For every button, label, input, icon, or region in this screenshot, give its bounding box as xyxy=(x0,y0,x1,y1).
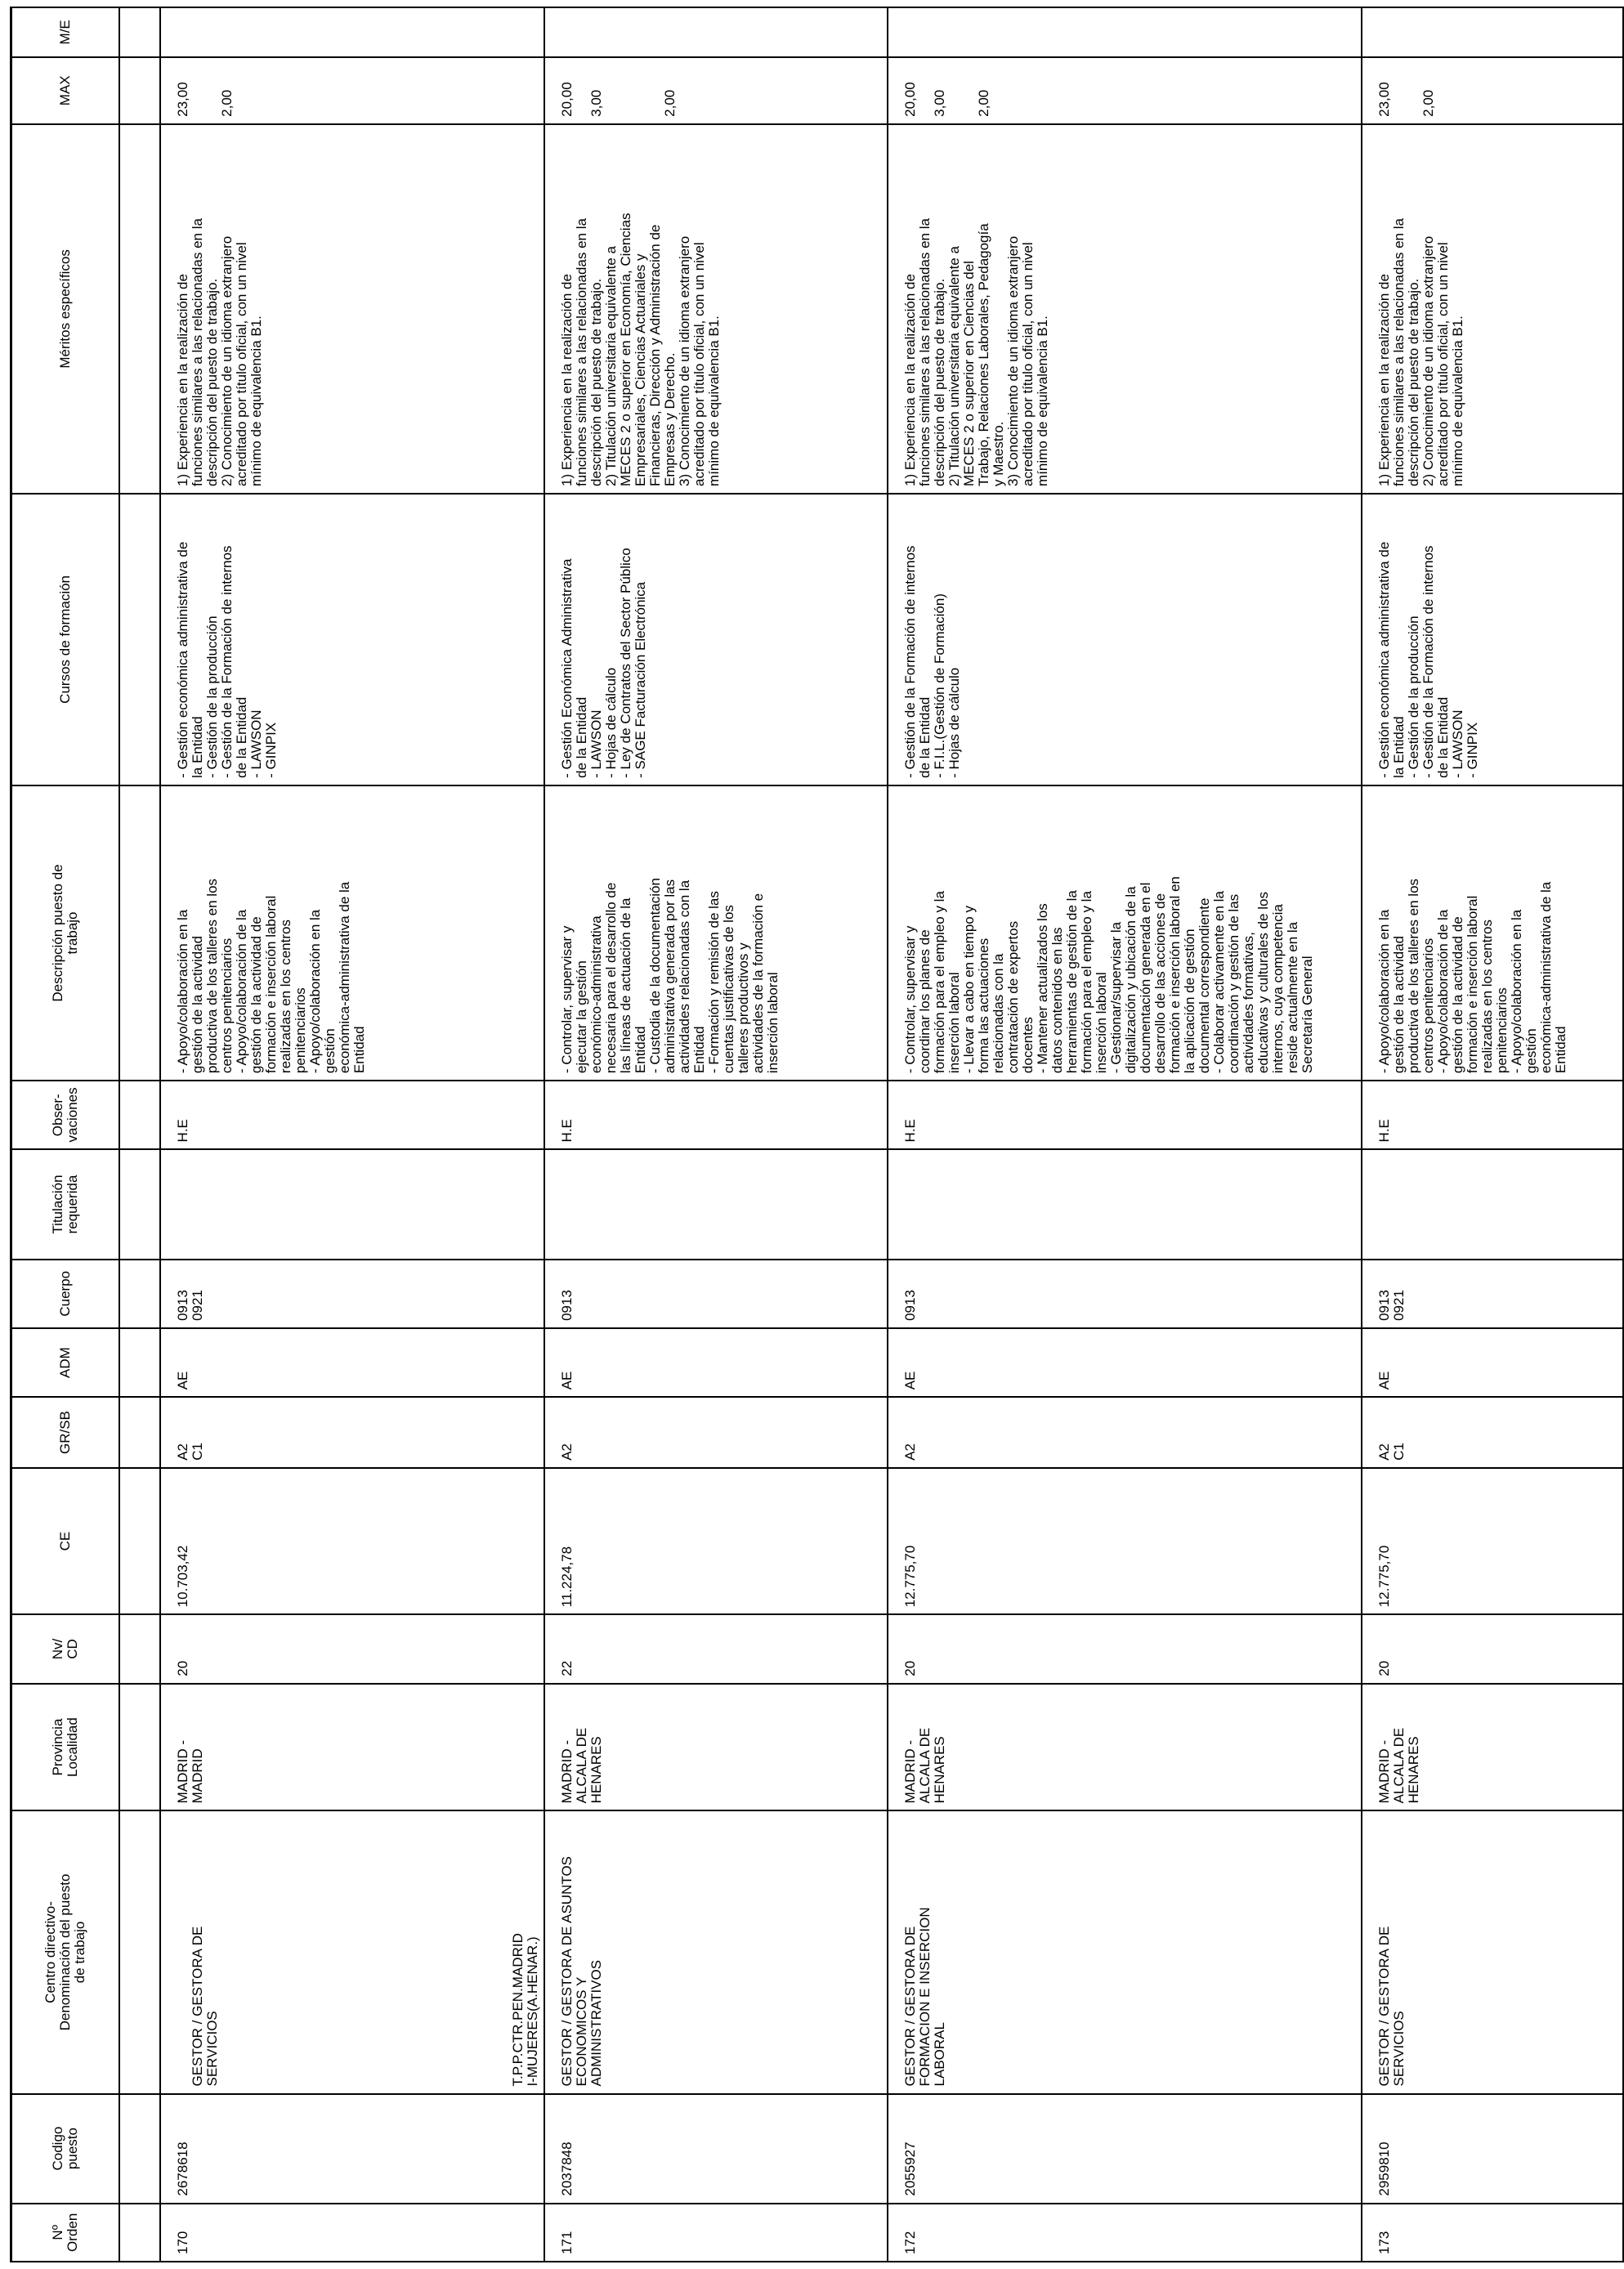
centro-directivo: T.P.P.CTR.PEN.MADRID I-MUJERES(A.HENAR.) xyxy=(510,1933,540,2087)
cell-ce: 12.775,70 xyxy=(888,1468,1362,1615)
spacer-cell xyxy=(119,1149,160,1259)
cell-provincia: MADRID - MADRID xyxy=(160,1684,544,1811)
cell-codigo: 2055927 xyxy=(888,2094,1362,2204)
table-row xyxy=(1362,7,1623,2262)
cell-provincia: MADRID - ALCALA DE HENARES xyxy=(1362,1684,1623,1811)
spacer-cell xyxy=(119,494,160,785)
header-row xyxy=(11,7,120,2262)
cell-provincia: MADRID - ALCALA DE HENARES xyxy=(888,1684,1362,1811)
cell-me xyxy=(544,7,888,57)
spacer-cell xyxy=(119,1684,160,1811)
table-row xyxy=(544,7,888,2262)
cell-descripcion: - Apoyo/colaboración en la gestión de la actividad productiva de los talleres en los centros penitenciarios - Apoyo/colaboración de la gestión de la actividad de formación e inserción laboral realizadas en los centros penitenciarios - Apoyo/colaboración en la gestión económica-administrativa de la Entidad xyxy=(160,785,544,1081)
cell-centro xyxy=(160,1810,544,2093)
header-nivel: Nv/ CD xyxy=(11,1614,120,1683)
spacer-cell xyxy=(119,1397,160,1468)
cell-titulacion xyxy=(1362,1149,1623,1259)
cell-me xyxy=(888,7,1362,57)
cell-cuerpo: 0913 xyxy=(544,1260,888,1328)
cell-meritos: 1) Experiencia en la realización de funciones similares a las relacionadas en la descripción del puesto de trabajo. 2) Conocimiento de un idioma extranjero acreditado por título oficial, con un nivel mínimo de equivalencia B1. xyxy=(160,124,544,494)
header-ce: CE xyxy=(11,1468,120,1615)
cell-nivel: 22 xyxy=(544,1614,888,1683)
cell-provincia: MADRID - ALCALA DE HENARES xyxy=(544,1684,888,1811)
cell-adm: AE xyxy=(888,1328,1362,1397)
cell-ce: 10.703,42 xyxy=(160,1468,544,1615)
cell-nivel: 20 xyxy=(1362,1614,1623,1683)
header-max: MAX xyxy=(11,57,120,124)
cell-orden: 173 xyxy=(1362,2204,1623,2262)
cell-grsb: A2 xyxy=(544,1397,888,1468)
spacer-cell xyxy=(119,1081,160,1149)
cell-nivel: 20 xyxy=(888,1614,1362,1683)
cell-max: 23,00 2,00 xyxy=(1362,57,1623,124)
cell-centro: GESTOR / GESTORA DE SERVICIOS xyxy=(1362,1810,1623,2093)
header-me: M/E xyxy=(11,7,120,57)
spacer-cell xyxy=(119,1810,160,2093)
cell-observaciones: H.E xyxy=(888,1081,1362,1149)
cell-ce: 11.224,78 xyxy=(544,1468,888,1615)
cell-meritos: 1) Experiencia en la realización de funciones similares a las relacionadas en la descripción del puesto de trabajo. 2) Titulación universitaria equivalente a MECES 2 o superior en Ciencias del Trabajo, Relaciones Laborales, Pedagogía y Maestro. 3) Conocimiento de un idioma extranjero acreditado por título oficial, con un nivel mínimo de equivalencia B1. xyxy=(888,124,1362,494)
cell-grsb: A2 xyxy=(888,1397,1362,1468)
spacer-cell xyxy=(119,1468,160,1615)
cell-cuerpo: 0913 xyxy=(888,1260,1362,1328)
header-cursos: Cursos de formación xyxy=(11,494,120,785)
cell-centro: GESTOR / GESTORA DE FORMACION E INSERCION LABORAL xyxy=(888,1810,1362,2093)
spacer-cell xyxy=(119,785,160,1081)
cell-adm: AE xyxy=(1362,1328,1623,1397)
header-codigo: Codigo puesto xyxy=(11,2094,120,2204)
cell-orden: 172 xyxy=(888,2204,1362,2262)
cell-adm: AE xyxy=(544,1328,888,1397)
cell-titulacion xyxy=(160,1149,544,1259)
header-centro: Centro directivo- Denominación del puesto de trabajo xyxy=(11,1810,120,2093)
cell-orden: 170 xyxy=(160,2204,544,2262)
spacer-cell xyxy=(119,7,160,57)
spacer-cell xyxy=(119,2204,160,2262)
spacer-cell xyxy=(119,2094,160,2204)
cell-titulacion xyxy=(544,1149,888,1259)
cell-cursos: - Gestión Económica Administrativa de la Entidad - LAWSON - Hojas de cálculo - Ley de Contratos del Sector Público - SAGE Facturación Electrónica xyxy=(544,494,888,785)
header-cuerpo: Cuerpo xyxy=(11,1260,120,1328)
cell-grsb: A2 C1 xyxy=(1362,1397,1623,1468)
table-row xyxy=(160,7,544,2262)
cell-observaciones: H.E xyxy=(160,1081,544,1149)
cell-me xyxy=(160,7,544,57)
cell-meritos: 1) Experiencia en la realización de funciones similares a las relacionadas en la descripción del puesto de trabajo. 2) Titulación universitaria equivalente a MECES 2 o superior en Economía, Ciencias Empresariales, Ciencias Actuariales y Financieras, Dirección y Administración de Empresas y Derecho. 3) Conocimiento de un idioma extranjero acreditado por título oficial, con un nivel mínimo de equivalencia B1. xyxy=(544,124,888,494)
cell-codigo: 2959810 xyxy=(1362,2094,1623,2204)
cell-ce: 12.775,70 xyxy=(1362,1468,1623,1615)
header-grsb: GR/SB xyxy=(11,1397,120,1468)
cell-cursos: - Gestión de la Formación de internos de la Entidad - F.I.L.(Gestión de Formación) - Hojas de cálculo xyxy=(888,494,1362,785)
header-meritos: Méritos específicos xyxy=(11,124,120,494)
cell-descripcion: - Controlar, supervisar y coordinar los planes de formación para el empleo y la inserción laboral - Llevar a cabo en tiempo y forma las actuaciones relacionadas con la contratación de expertos docentes - Mantener actualizados los datos contenidos en las herramientas de gestión de la formación para el empleo y la inserción laboral - Gestionar/supervisar la digitalización y ubicación de la documentación generada en el desarrollo de las acciones de formación e inserción laboral en la aplicación de gestión documental correspondiente - Colaborar activamente en la coordinación y gestión de las actividades formativas, educativas y culturales de los internos, cuya competencia reside actualmente en la Secretaría General xyxy=(888,785,1362,1081)
spacer-cell xyxy=(119,1328,160,1397)
cell-observaciones: H.E xyxy=(1362,1081,1623,1149)
positions-table xyxy=(10,7,1624,2262)
table-row xyxy=(888,7,1362,2262)
header-titulacion: Titulación requerida xyxy=(11,1149,120,1259)
cell-me xyxy=(1362,7,1623,57)
cell-codigo: 2037848 xyxy=(544,2094,888,2204)
cell-grsb: A2 C1 xyxy=(160,1397,544,1468)
cell-max: 23,00 2,00 xyxy=(160,57,544,124)
cell-adm: AE xyxy=(160,1328,544,1397)
cell-max: 20,00 3,00 2,00 xyxy=(544,57,888,124)
cell-meritos: 1) Experiencia en la realización de funciones similares a las relacionadas en la descripción del puesto de trabajo. 2) Conocimiento de un idioma extranjero acreditado por título oficial, con un nivel mínimo de equivalencia B1. xyxy=(1362,124,1623,494)
header-adm: ADM xyxy=(11,1328,120,1397)
cell-descripcion: - Controlar, supervisar y ejecutar la gestión económico-administrativa necesaria para el desarrollo de las líneas de actuación de la Entidad - Custodia de la documentación administrativa generada por las actividades relacionadas con la Entidad - Formación y remisión de las cuentas justificativas de los talleres productivos y actividades de la formación e inserción laboral xyxy=(544,785,888,1081)
cell-observaciones: H.E xyxy=(544,1081,888,1149)
header-provincia: Provincia Localidad xyxy=(11,1684,120,1811)
cell-descripcion: - Apoyo/colaboración en la gestión de la actividad productiva de los talleres en los centros penitenciarios - Apoyo/colaboración de la gestión de la actividad de formación e inserción laboral realizadas en los centros penitenciarios - Apoyo/colaboración en la gestión económica-administrativa de la Entidad xyxy=(1362,785,1623,1081)
cell-titulacion xyxy=(888,1149,1362,1259)
spacer-cell xyxy=(119,57,160,124)
spacer-cell xyxy=(119,1260,160,1328)
cell-centro: GESTOR / GESTORA DE ASUNTOS ECONOMICOS Y ADMINISTRATIVOS xyxy=(544,1810,888,2093)
centro-denominacion: GESTOR / GESTORA DE SERVICIOS xyxy=(190,1926,220,2087)
spacer-row xyxy=(119,7,160,2262)
spacer-cell xyxy=(119,124,160,494)
cell-orden: 171 xyxy=(544,2204,888,2262)
cell-cuerpo: 0913 0921 xyxy=(1362,1260,1623,1328)
cell-cursos: - Gestión económica administrativa de la Entidad - Gestión de la producción - Gestión de la Formación de internos de la Entidad - LAWSON - GINPIX xyxy=(160,494,544,785)
header-observaciones: Obser- vaciones xyxy=(11,1081,120,1149)
spacer-cell xyxy=(119,1614,160,1683)
cell-cuerpo: 0913 0921 xyxy=(160,1260,544,1328)
cell-cursos: - Gestión económica administrativa de la Entidad - Gestión de la producción - Gestión de la Formación de internos de la Entidad - LAWSON - GINPIX xyxy=(1362,494,1623,785)
cell-codigo: 2678618 xyxy=(160,2094,544,2204)
header-orden: Nº Orden xyxy=(11,2204,120,2262)
header-descripcion: Descripción puesto de trabajo xyxy=(11,785,120,1081)
cell-max: 20,00 3,00 2,00 xyxy=(888,57,1362,124)
cell-nivel: 20 xyxy=(160,1614,544,1683)
